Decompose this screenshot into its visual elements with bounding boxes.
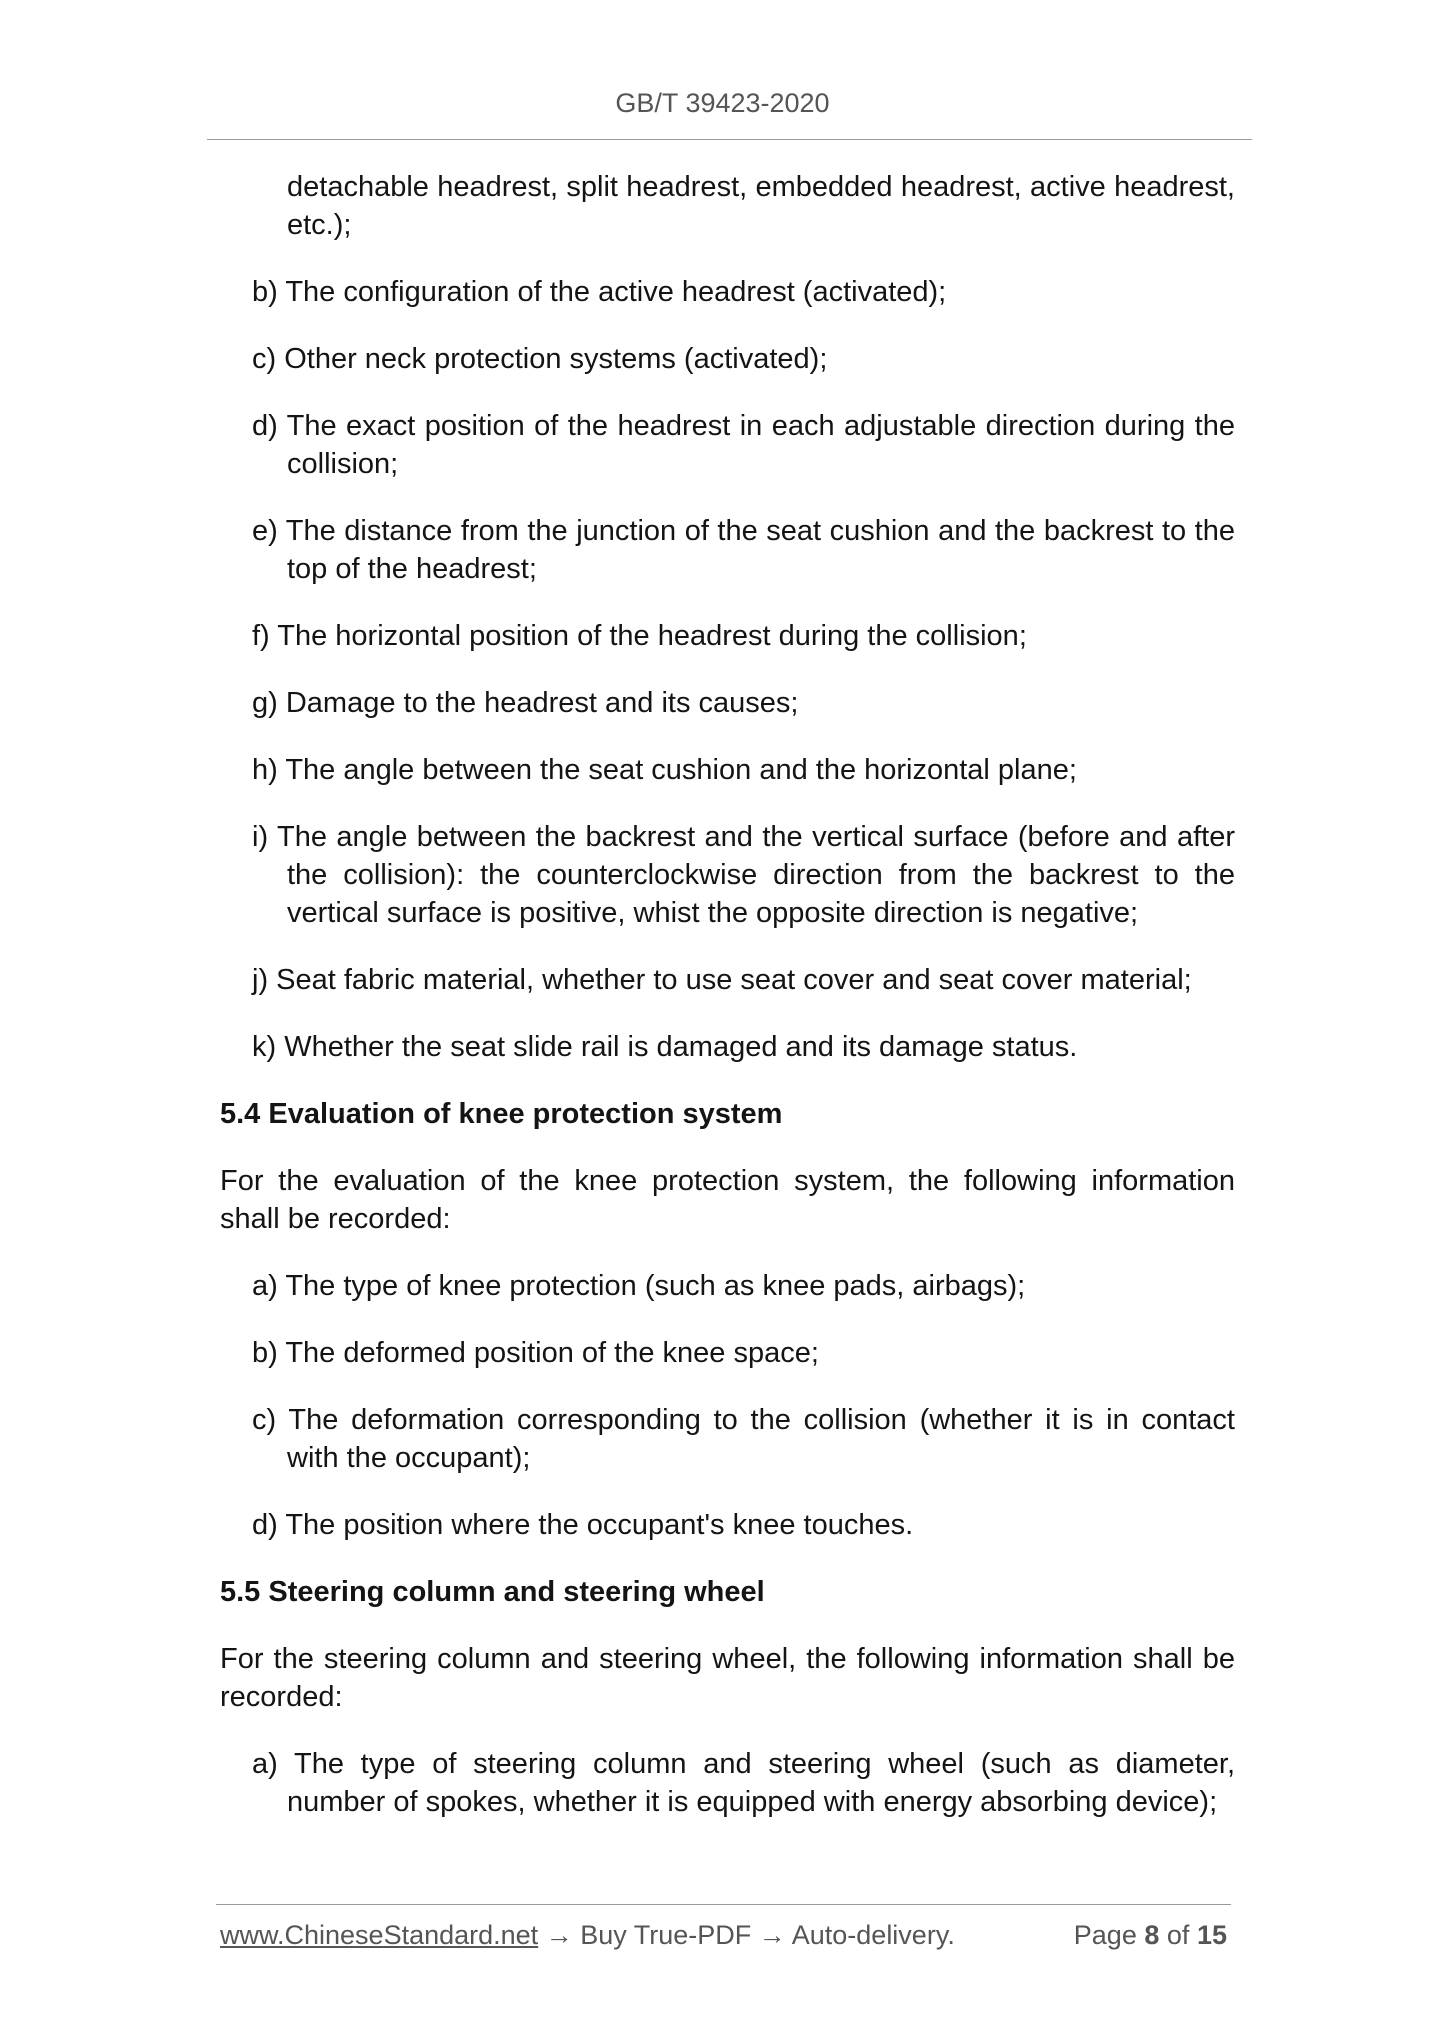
page-indicator [1074,1920,1227,1951]
list-item: d) The position where the occupant's knee touches. [252,1509,914,1541]
chinesestandard-link[interactable]: www.ChineseStandard.net [220,1920,539,1950]
list-item: f) The horizontal position of the headrest during the collision; [252,620,1027,652]
footer-promo [220,1920,955,1951]
page-label: Page [1073,1920,1137,1950]
page-total: 15 [1196,1920,1227,1950]
list-item: b) The configuration of the active headrest (activated); [252,276,947,308]
list-item: j) Seat fabric material, whether to use seat cover and seat cover material; [252,964,1192,996]
list-item: h) The angle between the seat cushion and the horizontal plane; [252,754,1077,786]
section-intro-5-5: For the steering column and steering wheel, the following information shall be recorded: [220,1643,1235,1713]
list-item: g) Damage to the headrest and its causes; [252,687,799,719]
list-item: i) The angle between the backrest and the vertical surface (before and after the collision): the counterclockwise direction from the backrest to the vertical surface is positive, whist the opposite direction is negative; [252,821,1235,929]
page-header-title: GB/T 39423-2020 [615,88,830,118]
footer-divider [216,1904,1231,1905]
of-label: of [1166,1920,1190,1950]
page-number: 8 [1144,1920,1160,1950]
document-body [220,168,1235,1850]
list-item: detachable headrest, split headrest, embedded headrest, active headrest, etc.); [287,171,1235,241]
list-item: a) The type of knee protection (such as knee pads, airbags); [252,1270,1026,1302]
list-item: b) The deformed position of the knee space; [252,1337,819,1369]
section-intro-5-4: For the evaluation of the knee protection system, the following information shall be recorded: [220,1165,1235,1235]
section-heading-5-4: 5.4 Evaluation of knee protection system [220,1098,783,1130]
list-item: c) The deformation corresponding to the collision (whether it is in contact with the occupant); [252,1404,1235,1474]
list-item: a) The type of steering column and steering wheel (such as diameter, number of spokes, whether it is equipped with energy absorbing device); [252,1748,1235,1818]
list-item: c) Other neck protection systems (activated); [252,343,828,375]
list-item: e) The distance from the junction of the seat cushion and the backrest to the top of the headrest; [252,515,1235,585]
header-divider [207,139,1252,140]
footer-tagline: → Buy True-PDF → Auto-delivery. [538,1920,955,1950]
list-item: k) Whether the seat slide rail is damaged and its damage status. [252,1031,1078,1063]
list-item: d) The exact position of the headrest in each adjustable direction during the collision; [252,410,1235,480]
section-heading-5-5: 5.5 Steering column and steering wheel [220,1576,765,1608]
